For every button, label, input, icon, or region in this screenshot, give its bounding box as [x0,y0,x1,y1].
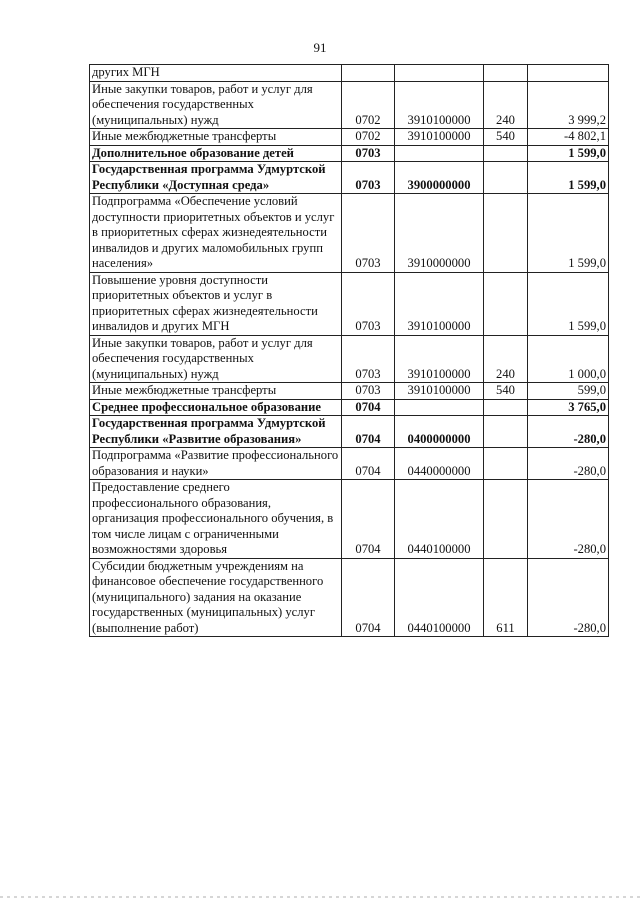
row-section-code-cell: 0703 [342,194,395,273]
row-name-cell: Иные закупки товаров, работ и услуг для обеспечения государственных (муниципальных) нужд [90,81,342,129]
row-sum-cell: 3 999,2 [528,81,609,129]
row-section-code-cell: 0703 [342,383,395,400]
row-name-cell: Иные закупки товаров, работ и услуг для обеспечения государственных (муниципальных) нужд [90,335,342,383]
row-sum-cell: 1 599,0 [528,145,609,162]
row-target-article-cell: 3910100000 [395,81,484,129]
row-sum-cell [528,65,609,82]
row-expense-type-cell [484,162,528,194]
row-section-code-cell: 0704 [342,399,395,416]
row-expense-type-cell: 540 [484,129,528,146]
row-target-article-cell [395,145,484,162]
table-row [90,335,609,383]
row-name-cell: Субсидии бюджетным учреждениям на финансовое обеспечение государственного (муниципального) задания на оказание государственных (муниципальных) услуг (выполнение работ) [90,558,342,637]
row-name-cell: других МГН [90,65,342,82]
row-target-article-cell: 3910000000 [395,194,484,273]
row-section-code-cell: 0703 [342,335,395,383]
row-section-code-cell: 0703 [342,162,395,194]
row-section-code-cell: 0703 [342,272,395,335]
row-sum-cell: 3 765,0 [528,399,609,416]
row-expense-type-cell [484,399,528,416]
table-row [90,194,609,273]
row-expense-type-cell: 240 [484,81,528,129]
row-expense-type-cell: 240 [484,335,528,383]
row-expense-type-cell [484,145,528,162]
page-number: 91 [313,40,327,55]
row-section-code-cell: 0704 [342,558,395,637]
row-target-article-cell: 0440100000 [395,558,484,637]
row-section-code-cell: 0704 [342,448,395,480]
row-sum-cell: 599,0 [528,383,609,400]
table-row [90,145,609,162]
row-section-code-cell: 0704 [342,416,395,448]
table-row [90,81,609,129]
row-target-article-cell: 3910100000 [395,272,484,335]
row-name-cell: Повышение уровня доступности приоритетных объектов и услуг в приоритетных сферах жизнедеятельности инвалидов и других МГН [90,272,342,335]
row-sum-cell: -280,0 [528,558,609,637]
row-expense-type-cell [484,272,528,335]
row-expense-type-cell [484,65,528,82]
row-target-article-cell: 3900000000 [395,162,484,194]
table-row [90,480,609,559]
row-sum-cell: -280,0 [528,416,609,448]
row-sum-cell: -280,0 [528,448,609,480]
row-section-code-cell: 0702 [342,81,395,129]
row-target-article-cell: 3910100000 [395,335,484,383]
row-expense-type-cell [484,416,528,448]
row-name-cell: Иные межбюджетные трансферты [90,383,342,400]
row-target-article-cell: 3910100000 [395,383,484,400]
row-target-article-cell: 3910100000 [395,129,484,146]
row-sum-cell: 1 599,0 [528,272,609,335]
row-section-code-cell: 0702 [342,129,395,146]
row-sum-cell: -4 802,1 [528,129,609,146]
row-name-cell: Дополнительное образование детей [90,145,342,162]
row-name-cell: Предоставление среднего профессионального образования, организация профессионального обучения, в том числе лицам с ограниченными возможностями здоровья [90,480,342,559]
budget-table [89,64,609,637]
row-expense-type-cell [484,194,528,273]
row-name-cell: Среднее профессиональное образование [90,399,342,416]
row-name-cell: Государственная программа Удмуртской Республики «Развитие образования» [90,416,342,448]
table-row [90,272,609,335]
row-expense-type-cell: 540 [484,383,528,400]
row-target-article-cell: 0440000000 [395,448,484,480]
table-row [90,448,609,480]
table-row [90,65,609,82]
row-name-cell: Государственная программа Удмуртской Республики «Доступная среда» [90,162,342,194]
row-target-article-cell: 0400000000 [395,416,484,448]
row-name-cell: Иные межбюджетные трансферты [90,129,342,146]
budget-table-body [90,65,609,637]
table-row [90,399,609,416]
row-target-article-cell [395,65,484,82]
row-target-article-cell: 0440100000 [395,480,484,559]
row-sum-cell: 1 599,0 [528,162,609,194]
row-section-code-cell [342,65,395,82]
row-sum-cell: -280,0 [528,480,609,559]
row-section-code-cell: 0704 [342,480,395,559]
row-expense-type-cell [484,480,528,559]
row-target-article-cell [395,399,484,416]
row-name-cell: Подпрограмма «Развитие профессионального образования и науки» [90,448,342,480]
table-row [90,162,609,194]
scan-noise [0,896,640,898]
row-section-code-cell: 0703 [342,145,395,162]
table-row [90,129,609,146]
row-expense-type-cell [484,448,528,480]
row-sum-cell: 1 000,0 [528,335,609,383]
table-row [90,383,609,400]
row-name-cell: Подпрограмма «Обеспечение условий доступности приоритетных объектов и услуг в приоритетных сферах жизнедеятельности инвалидов и других маломобильных групп населения» [90,194,342,273]
row-expense-type-cell: 611 [484,558,528,637]
table-row [90,558,609,637]
row-sum-cell: 1 599,0 [528,194,609,273]
table-row [90,416,609,448]
